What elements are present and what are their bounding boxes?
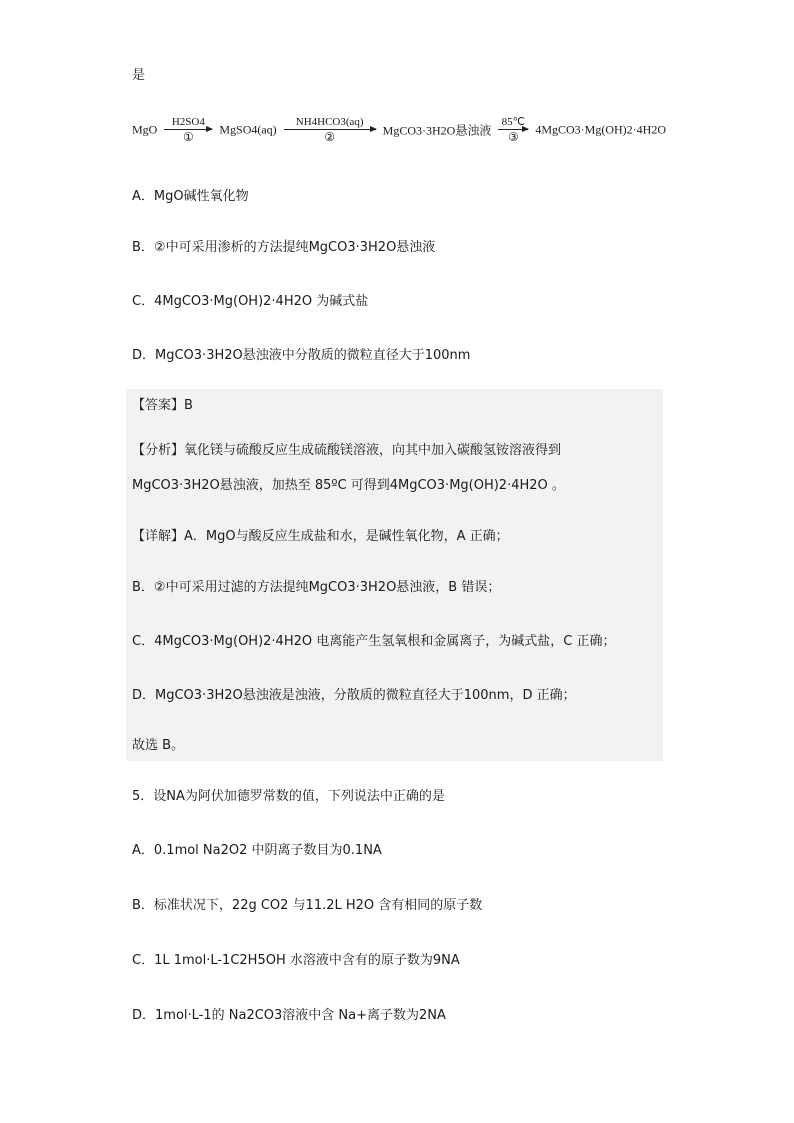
reagent-h2so4: H2SO4 <box>171 116 205 128</box>
detail-a: 【详解】A．MgO与酸反应生成盐和水，是碱性氧化物，A 正确； <box>132 529 509 544</box>
q4-option-a: A．MgO碱性氧化物 <box>132 189 249 204</box>
step-marker-3: ③ <box>507 130 519 144</box>
detail-d: D．MgCO3·3H2O悬浊液是浊液，分散质的微粒直径大于100nm，D 正确； <box>132 688 576 703</box>
arrow-shaft <box>498 129 528 130</box>
conclusion: 故选 B。 <box>132 738 185 753</box>
species-mgso4: MgSO4(aq) <box>219 122 277 137</box>
arrow-step-3 <box>498 116 528 144</box>
condition-85c: 85℃ <box>501 116 526 128</box>
detail-c: C．4MgCO3·Mg(OH)2·4H2O 电离能产生氢氧根和金属离子，为碱式盐，C 正确； <box>132 634 616 649</box>
species-mgo: MgO <box>132 122 158 137</box>
species-basic-carbonate: 4MgCO3·Mg(OH)2·4H2O <box>535 122 667 137</box>
q4-option-c: C．4MgCO3·Mg(OH)2·4H2O 为碱式盐 <box>132 294 369 309</box>
detail-b: B．②中可采用过滤的方法提纯MgCO3·3H2O悬浊液，B 错误； <box>132 580 501 595</box>
q5-option-b: B．标准状况下，22g CO2 与11.2L H2O 含有相同的原子数 <box>132 898 483 913</box>
q5-option-a: A．0.1mol Na2O2 中阴离子数目为0.1NA <box>132 843 382 858</box>
step-marker-2: ② <box>324 130 336 144</box>
analysis-line-1: 【分析】氧化镁与硫酸反应生成硫酸镁溶液，向其中加入碳酸氢铵溶液得到 <box>132 443 562 458</box>
intro-text: 是 <box>132 68 146 83</box>
q5-stem: 5．设NA为阿伏加德罗常数的值，下列说法中正确的是 <box>132 789 445 804</box>
q4-option-b: B．②中可采用渗析的方法提纯MgCO3·3H2O悬浊液 <box>132 240 436 255</box>
reaction-scheme <box>132 116 666 144</box>
reagent-nh4hco3: NH4HCO3(aq) <box>295 116 364 128</box>
species-mgco3-hydrate: MgCO3·3H2O悬浊液 <box>382 123 492 138</box>
q5-option-c: C．1L 1mol·L-1C2H5OH 水溶液中含有的原子数为9NA <box>132 953 460 968</box>
arrow-shaft <box>164 129 212 130</box>
analysis-line-2: MgCO3·3H2O悬浊液，加热至 85ºC 可得到4MgCO3·Mg(OH)2·4H2O 。 <box>132 478 565 493</box>
q4-option-d: D．MgCO3·3H2O悬浊液中分散质的微粒直径大于100nm <box>132 348 471 363</box>
arrow-shaft <box>284 129 376 130</box>
arrow-step-1 <box>164 116 212 144</box>
answer-line: 【答案】B <box>132 398 193 413</box>
arrow-step-2 <box>284 116 376 144</box>
q5-option-d: D．1mol·L-1的 Na2CO3溶液中含 Na+离子数为2NA <box>132 1008 446 1023</box>
step-marker-1: ① <box>182 130 194 144</box>
